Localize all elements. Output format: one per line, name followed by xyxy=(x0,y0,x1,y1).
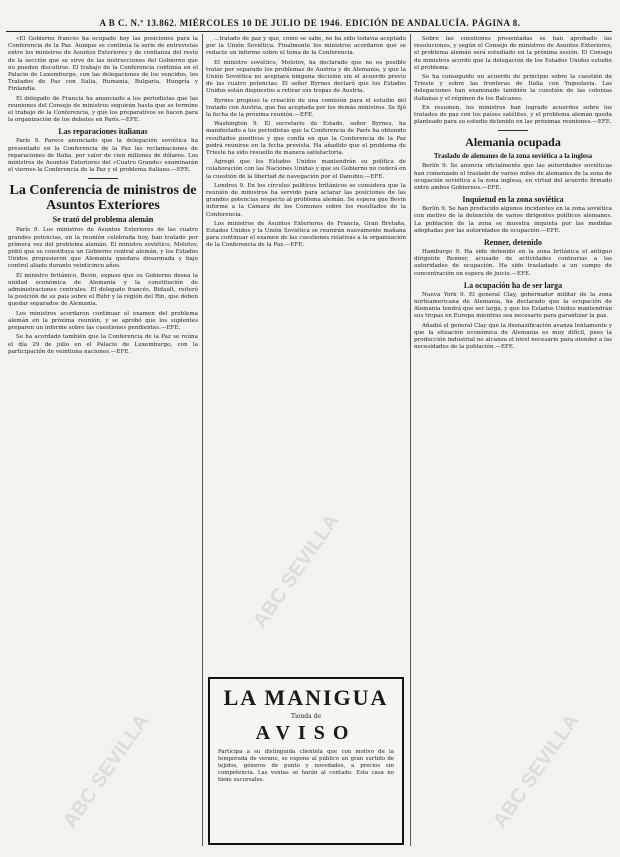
header-rule xyxy=(6,31,612,32)
article-paragraph: Los ministros de Asuntos Exteriores de Francia, Gran Bretaña, Estados Unidos y la Unión Soviética se reunirán nuevamente mañana para continuar el examen de las cuestiones relativas a la organización de la Conferencia de la Paz.—EFE. xyxy=(206,220,406,249)
headline-inquietud: Inquietud en la zona soviética xyxy=(462,195,564,205)
article-paragraph: El ministro británico, Bevin, expuso que su Gobierno desea la unidad económica de Alemania y la constitución de administraciones centrales. El delegado francés, Bidault, reiteró la posición de su país sobre el Ruhr y la región del Rin, que deben quedar separados de Alemania. xyxy=(8,272,198,308)
article-paragraph: El delegado de Francia ha anunciado a los periodistas que las reuniones del Consejo de ministros seguirán hasta que se termine el trabajo de la Conferencia, y que los preparativos se hacen para la organización de los debates en París.—EFE. xyxy=(8,95,198,124)
ad-title: LA MANIGUA xyxy=(223,685,389,710)
column-divider xyxy=(410,34,411,846)
advertisement-la-manigua xyxy=(208,677,404,845)
headline-renner: Renner, detenido xyxy=(484,238,542,248)
article-paragraph: «El Gobierno francés ha ocupado hoy las posiciones para la Conferencia de la Paz. Aunque se continúa la serie de entrevistas entre los ministros de Asuntos Exteriores y de confianza del resto de la sección que se sirve de las instrucciones del Gobierno que no pueden discutirse. El trabajo de la Conferencia continúa en el Palacio de Luxemburgo, con las delegaciones de los vencidos, los Tratados de Paz con Italia, Rumania, Bulgaria, Hungría y Finlandia. xyxy=(8,36,198,93)
separator xyxy=(88,178,118,179)
article-paragraph: Los ministros acordaron continuar el examen del problema alemán en la próxima reunión, y se aprobó que los suplentes preparen un informe sobre las cuestiones pendientes.—EFE. xyxy=(8,310,198,332)
article-paragraph: Berlín 9. Se han producido algunos incidentes en la zona soviética con motivo de la detención de varios dirigentes políticos alemanes. La población de la zona se muestra inquieta por las medidas adoptadas por las autoridades de ocupación.—EFE. xyxy=(414,206,612,234)
article-paragraph: ...tratado de paz y que, como se sabe, no ha sido todavía aceptado por la Unión Soviética. Finalmente los ministros acordaron que se redacte un informe sobre el tema de la Conferencia. xyxy=(206,36,406,57)
watermark: ABC SEVILLA xyxy=(59,710,154,833)
headline-reparaciones: Las reparaciones italianas xyxy=(58,127,148,137)
ad-subtitle: Tienda de xyxy=(290,713,322,720)
article-paragraph: París 9. Parece anunciado que la delegación soviética ha presentado en la Conferencia de la Paz las reclamaciones de reparaciones de Italia, por valor de cien millones de dólares. Los ministros de Asuntos Exteriores del «Cuatro Grande» examinarán el viernes la Conferencia de la Paz y el problema italiano.—EFE. xyxy=(8,138,198,174)
subheadline-traslado: Traslado de alemanes de la zona soviética a la inglesa xyxy=(433,152,593,161)
article-paragraph: Se ha acordado también que la Conferencia de la Paz se reúna el día 29 de julio en el Palacio de Luxemburgo, con la participación de veintiuna naciones.—EFE. xyxy=(8,334,198,355)
article-paragraph: Añadió el general Clay que la desnazificación avanza lentamente y que la situación económica de Alemania es muy difícil, pues la producción industrial no alcanza el nivel necesario para atender a las necesidades de la población.—EFE. xyxy=(414,322,612,351)
watermark: ABC SEVILLA xyxy=(249,510,344,633)
ad-aviso: AVISO xyxy=(255,722,357,744)
article-paragraph: Se ha conseguido un acuerdo de principio sobre la cuestión de Trieste y sobre las fronteras de Italia con Yugoslavia. Las delegaciones han examinado también la cuestión de las colonias italianas y el régimen de los Balcanes. xyxy=(414,74,612,102)
article-paragraph: París 9. Los ministros de Asuntos Exteriores de las cuatro grandes potencias, en la reunión celebrada hoy, han tratado por primera vez del problema alemán. El ministro soviético, Molotov, pidió que se constituya un Gobierno central alemán, y los Estados Unidos propusieron que Alemania quedara desarmada y bajo control aliado durante veinticinco años. xyxy=(8,227,198,270)
article-paragraph: Byrnes propuso la creación de una comisión para el estudio del tratado con Austria, que fue aceptada por los demás ministros. Se fijó la fecha de la próxima reunión.—EFE. xyxy=(206,97,406,119)
headline-alemania-ocupada: Alemania ocupada xyxy=(465,135,561,150)
article-paragraph: Hamburgo 9. Ha sido detenido en la zona británica el antiguo dirigente Renner, acusado de actividades contrarias a las autoridades de ocupación. Ha sido trasladado a un campo de concentración en espera de juicio.—EFE. xyxy=(414,249,612,277)
article-paragraph: Agregó que los Estados Unidos mantendrán su política de colaboración con las Naciones Unidas y que su Gobierno no cederá en la cuestión de la libertad de navegación por el Danubio.—EFE. xyxy=(206,159,406,180)
article-paragraph: El ministro soviético, Molotov, ha declarado que no es posible tratar por separado los problemas de Austria y de Alemania, y que la Unión Soviética no aceptará ninguna decisión sin el acuerdo previo de las cuatro potencias. El señor Byrnes declaró que los Estados Unidos están dispuestos a retirar sus tropas de Austria. xyxy=(206,59,406,95)
column-1 xyxy=(8,36,198,848)
headline-conferencia: La Conferencia de ministros de Asuntos Exteriores xyxy=(9,183,197,214)
article-paragraph: Berlín 9. Se anuncia oficialmente que las autoridades soviéticas han comenzado el traslado de varios miles de alemanes de la zona de ocupación soviética a la zona inglesa, en virtud del acuerdo firmado entre ambos Gobiernos.—EFE. xyxy=(414,163,612,192)
article-paragraph: Sobre las cuestiones presentadas se han aprobado las resoluciones, y según el Consejo de ministros de Asuntos Exteriores, el problema alemán será estudiado en la próxima sesión. El Consejo de ministros acordó que la delegación de los Estados Unidos estudie el problema. xyxy=(414,36,612,71)
column-divider xyxy=(202,34,203,846)
article-paragraph: Nueva York 9. El general Clay, gobernador militar de la zona norteamericana de Alemania, ha declarado que la ocupación de Alemania tendrá que ser larga, y que los Estados Unidos mantendrán sus tropas en Europa mientras sea necesario para garantizar la paz. xyxy=(414,291,612,320)
watermark: ABC SEVILLA xyxy=(489,710,584,833)
subheadline-problema-aleman: Se trató del problema alemán xyxy=(52,215,154,225)
article-paragraph: Londres 9. En los círculos políticos británicos se considera que la reunión de ministros ha servido para aclarar las posiciones de las grandes potencias respecto al problema alemán. Se espera que Bevin informe a la Cámara de los Comunes sobre los resultados de la Conferencia. xyxy=(206,182,406,218)
article-paragraph: En resumen, los ministros han logrado acuerdos sobre los tratados de paz con los países satélites, y el problema alemán queda planteado para su estudio detenido en las próximas reuniones.—EFE. xyxy=(414,104,612,126)
headline-ocupacion-larga: La ocupación ha de ser larga xyxy=(463,280,563,290)
article-paragraph: Washington 9. El secretario de Estado, señor Byrnes, ha manifestado a los periodistas que la Conferencia de París ha obtenido resultados positivos y que confía en que la Conferencia de la Paz podrá reunirse en la fecha prevista. Ha añadido que el problema de Trieste ha sido resuelto de manera satisfactoria. xyxy=(206,121,406,157)
page-header: A B C. N.º 13.862. MIÉRCOLES 10 DE JULIO DE 1946. EDICIÓN DE ANDALUCÍA. PÁGINA 8. xyxy=(99,18,521,28)
ad-text: Participa a su distinguida clientela que con motivo de la temporada de verano, se expone al público un gran surtido de tejidos, géneros de punto y novedades, a precios sin competencia. Las ventas se harán al contado. Esta casa no tiene sucursales. xyxy=(218,749,394,783)
separator xyxy=(498,130,528,131)
